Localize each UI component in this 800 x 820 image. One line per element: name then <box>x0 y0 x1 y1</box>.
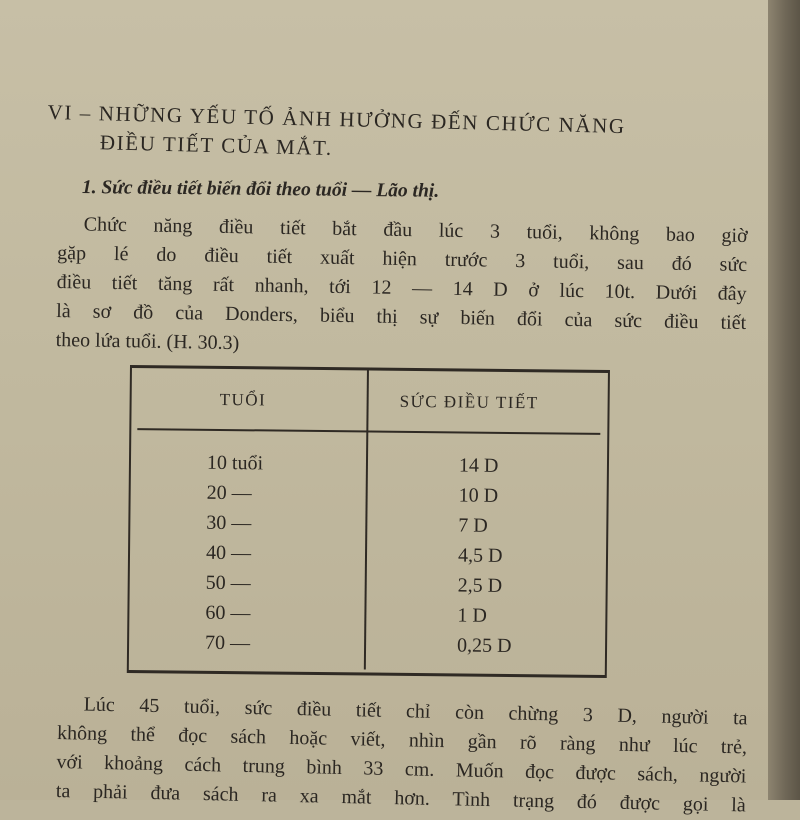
paragraph-2-line: không thể đọc sách hoặc viết, nhìn gần rõ ràng như lúc trẻ, <box>56 721 748 759</box>
paragraph-1 <box>55 210 747 367</box>
section-heading-line-2: ĐIỀU TIẾT CỦA MẮT. <box>99 130 334 160</box>
table-column-accommodation <box>457 450 514 661</box>
table-header-accommodation: SỨC ĐIỀU TIẾT <box>399 391 539 413</box>
table-cell-accommodation: 7 D <box>458 514 488 537</box>
table-column-age <box>205 448 263 659</box>
paragraph-1-line: Chức năng điều tiết bắt đầu lúc 3 tuổi, không bao giờ <box>83 213 748 248</box>
section-heading-line-1: VI – NHỮNG YẾU TỐ ẢNH HƯỞNG ĐẾN CHỨC NĂNG <box>47 99 626 139</box>
table-cell-age: 20 — <box>206 481 252 505</box>
table-cell-accommodation: 10 D <box>458 484 499 507</box>
subsection-heading: 1. Sức điều tiết biến đổi theo tuổi — Lão thị. <box>81 177 440 202</box>
paragraph-2-line: ta phải đưa sách ra xa mắt hơn. Tình trạng đó được gọi là <box>55 779 746 817</box>
table-cell-age: 50 — <box>205 571 251 595</box>
book-spine <box>768 0 800 800</box>
accommodation-table <box>127 365 615 682</box>
paragraph-1-line: là sơ đồ của Donders, biểu thị sự biến đổi của sức điều tiết <box>56 299 747 335</box>
table-cell-accommodation: 4,5 D <box>457 544 503 567</box>
table-cell-accommodation: 14 D <box>458 454 499 477</box>
table-cell-accommodation: 0,25 D <box>456 634 512 658</box>
paragraph-1-line: điều tiết tăng rất nhanh, tới 12 — 14 D ở lúc 10t. Dưới đây <box>56 270 747 306</box>
table-cell-accommodation: 2,5 D <box>457 574 503 597</box>
table-cell-age: 30 — <box>206 511 252 535</box>
table-cell-accommodation: 1 D <box>457 604 487 627</box>
paragraph-1-line: gặp lé do điều tiết xuất hiện trước 3 tuổi, sau đó sức <box>57 241 748 277</box>
table-header-age: TUỔI <box>219 389 267 410</box>
paragraph-2 <box>56 690 748 820</box>
table-cell-age: 70 — <box>204 631 251 655</box>
paragraph-2-line: Lúc 45 tuổi, sức điều tiết chỉ còn chừng 3 D, người ta <box>83 693 748 730</box>
paragraph-2-line: với khoảng cách trung bình 33 cm. Muốn đọc được sách, người <box>56 750 747 788</box>
table-cell-age: 60 — <box>205 601 251 625</box>
table-cell-age: 40 — <box>205 541 252 565</box>
paragraph-1-line: theo lứa tuổi. (H. 30.3) <box>55 328 240 355</box>
table-cell-age: 10 tuổi <box>206 451 264 475</box>
